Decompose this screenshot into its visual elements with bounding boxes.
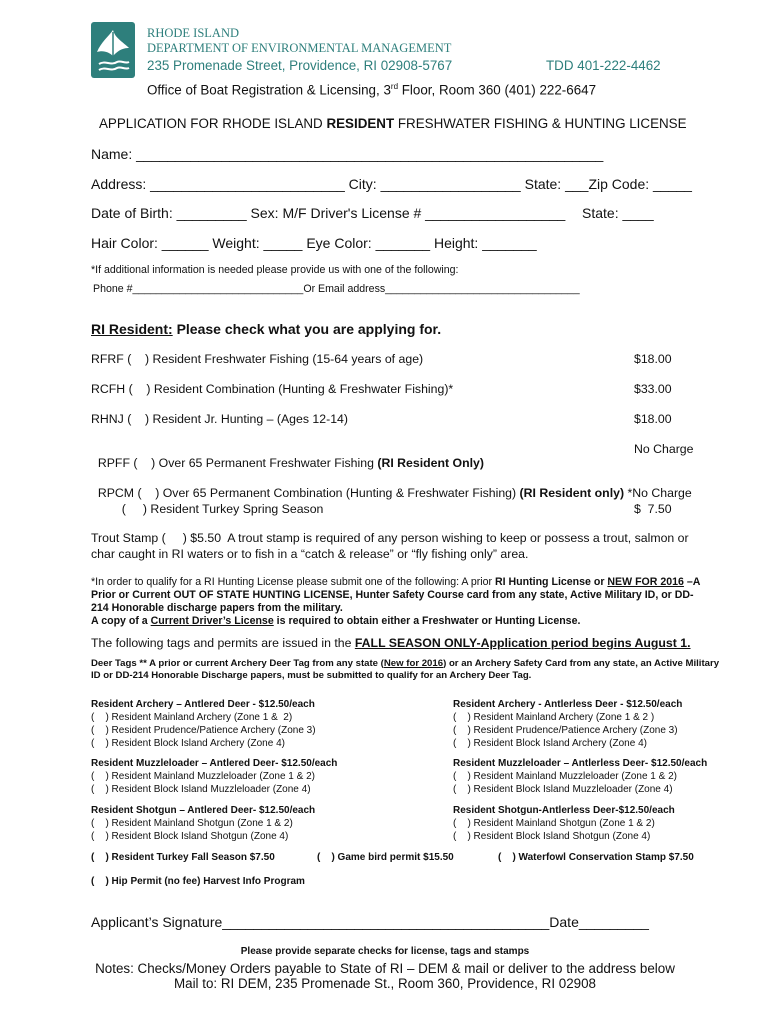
tag-option[interactable]: ( ) Resident Mainland Muzzleloader (Zone 1 & 2): [91, 771, 315, 782]
resident-heading: [91, 321, 441, 337]
title-post: FRESHWATER FISHING & HUNTING LICENSE: [394, 116, 687, 131]
agency-line1: RHODE ISLAND: [147, 26, 240, 40]
tag-option[interactable]: ( ) Resident Block Island Archery (Zone 4): [91, 738, 285, 749]
hunting-note-new: NEW FOR 2016: [607, 576, 684, 588]
price-turkey-spring: $ 7.50: [634, 502, 672, 516]
tags-right-muzzleloader: [453, 757, 707, 796]
game-bird-option[interactable]: ( ) Game bird permit $15.50: [317, 852, 454, 863]
tag-option[interactable]: ( ) Resident Mainland Archery (Zone 1 & 2): [91, 712, 293, 723]
tag-option[interactable]: ( ) Resident Block Island Shotgun (Zone 4): [91, 831, 289, 842]
hip-permit-option[interactable]: ( ) Hip Permit (no fee) Harvest Info Program: [91, 876, 305, 887]
tag-option[interactable]: ( ) Resident Block Island Muzzleloader (Zone 4): [91, 784, 311, 795]
tags-left-archery: [91, 698, 316, 750]
price-rcfh: $33.00: [634, 382, 672, 396]
ri-dem-logo: [91, 22, 135, 78]
turkey-fall-option[interactable]: ( ) Resident Turkey Fall Season $7.50: [91, 852, 275, 863]
tag-title: Resident Muzzleloader – Antlerless Deer- $12.50/each: [453, 758, 708, 769]
item-rpcm-post: *No Charge: [624, 486, 692, 500]
item-rhnj[interactable]: RHNJ ( ) Resident Jr. Hunting – (Ages 12-14): [91, 412, 348, 426]
signature-field[interactable]: Applicant’s Signature__________________________________________Date_________: [91, 914, 649, 930]
item-rfrf[interactable]: RFRF ( ) Resident Freshwater Fishing (15-64 years of age): [91, 352, 424, 366]
deer-tags-pre: Deer Tags ** A prior or current Archery Deer Tag from any state (: [91, 658, 384, 669]
price-rfrf: $18.00: [634, 352, 672, 366]
waterfowl-option[interactable]: ( ) Waterfowl Conservation Stamp $7.50: [498, 852, 694, 863]
deer-tags-new: New for 2016: [383, 658, 444, 669]
tags-left-shotgun: [91, 804, 315, 843]
license-note-u: Current Driver’s License: [150, 615, 274, 627]
tag-option[interactable]: ( ) Resident Mainland Muzzleloader (Zone 1 & 2): [453, 771, 677, 782]
mailing-address: Mail to: RI DEM, 235 Promenade St., Room 360, Providence, RI 02908: [173, 976, 596, 991]
price-rhnj: $18.00: [634, 412, 672, 426]
title-bold: RESIDENT: [326, 116, 395, 131]
tag-option[interactable]: ( ) Resident Mainland Shotgun (Zone 1 & 2): [91, 818, 293, 829]
office-line-post: Floor, Room 360 (401) 222-6647: [398, 82, 597, 98]
trout-line1[interactable]: Trout Stamp ( ) $5.50 A trout stamp is required of any person wishing to keep or possess a trout, salmon or: [91, 531, 689, 545]
tags-right-archery: [453, 698, 682, 750]
item-rcfh[interactable]: RCFH ( ) Resident Combination (Hunting & Freshwater Fishing)*: [91, 382, 454, 396]
info-note: *If additional information is needed please provide us with one of the following:: [91, 264, 459, 276]
tag-option[interactable]: ( ) Resident Prudence/Patience Archery (Zone 3): [91, 725, 316, 736]
deer-tags-note: [91, 658, 721, 682]
item-rpff-bold: (RI Resident Only): [377, 456, 484, 470]
tag-title: Resident Shotgun-Antlerless Deer-$12.50/each: [453, 805, 675, 816]
tdd-number: TDD 401-222-4462: [546, 58, 661, 73]
item-rpff[interactable]: [91, 442, 484, 470]
tag-option[interactable]: ( ) Resident Block Island Archery (Zone 4): [453, 738, 647, 749]
dob-state-field[interactable]: State: ____: [582, 205, 654, 221]
tag-option[interactable]: ( ) Resident Block Island Shotgun (Zone 4): [453, 831, 651, 842]
dob-field[interactable]: Date of Birth: _________ Sex: M/F Driver's License # __________________: [91, 205, 566, 221]
page-title: [99, 116, 687, 131]
fall-heading: [91, 636, 691, 650]
payment-notes: Notes: Checks/Money Orders payable to State of RI – DEM & mail or deliver to the address below: [95, 961, 675, 976]
agency-address: 235 Promenade Street, Providence, RI 02908-5767: [147, 58, 453, 73]
item-rpcm-label: RPCM ( ) Over 65 Permanent Combination (Hunting & Freshwater Fishing): [97, 486, 520, 500]
contact-field[interactable]: Phone #_____________________________Or Email address_________________________________: [93, 283, 580, 295]
item-turkey-spring[interactable]: ( ) Resident Turkey Spring Season: [91, 502, 324, 516]
separate-checks-note: Please provide separate checks for license, tags and stamps: [240, 946, 530, 957]
hunting-note-bold-rest: –A Prior or Current OUT OF STATE HUNTING LICENSE, Hunter Safety Course card from any state, Active Military ID, or DD-214 Honorable discharge papers from the military.: [91, 576, 701, 614]
item-rpff-label: RPFF ( ) Over 65 Permanent Freshwater Fishing: [97, 456, 378, 470]
hunting-note-pre: *In order to qualify for a RI Hunting License please submit one of the following: A prior: [91, 576, 495, 588]
trout-line2: char caught in RI waters or to fish in a “catch & release” or “fly fishing only” area.: [91, 547, 529, 561]
hunting-note: [91, 576, 711, 628]
license-note: [91, 615, 580, 627]
tags-left-muzzleloader: [91, 757, 337, 796]
deer-tags-post: ) or an Archery Safety Card from any state, an Active Military ID or DD-214 Honorable Discharge papers, must be submitted to qualify for an Archery Deer Tag.: [91, 658, 720, 681]
tag-option[interactable]: ( ) Resident Mainland Shotgun (Zone 1 & 2): [453, 818, 655, 829]
resident-heading-rest: Please check what you are applying for.: [172, 321, 442, 337]
title-pre: APPLICATION FOR RHODE ISLAND: [99, 116, 327, 131]
tag-option[interactable]: ( ) Resident Mainland Archery (Zone 1 & 2 ): [453, 712, 655, 723]
tag-option[interactable]: ( ) Resident Block Island Muzzleloader (Zone 4): [453, 784, 673, 795]
address-field[interactable]: Address: _________________________ City: __________________ State: ___Zip Code: _____: [91, 176, 692, 192]
office-line-pre: Office of Boat Registration & Licensing, 3: [147, 82, 391, 98]
ri-dem-logo-icon: [91, 22, 135, 78]
item-rpcm-bold: (RI Resident only): [519, 486, 625, 500]
resident-heading-label: RI Resident:: [91, 321, 173, 337]
tag-title: Resident Muzzleloader – Antlered Deer- $12.50/each: [91, 758, 338, 769]
tag-title: Resident Archery – Antlered Deer - $12.50/each: [91, 699, 315, 710]
fall-heading-pre: The following tags and permits are issued in the: [91, 636, 355, 650]
tag-title: Resident Archery - Antlerless Deer - $12.50/each: [453, 699, 683, 710]
office-line-sup: rd: [390, 82, 399, 91]
agency-line2: DEPARTMENT OF ENVIRONMENTAL MANAGEMENT: [147, 41, 452, 55]
tag-title: Resident Shotgun – Antlered Deer- $12.50/each: [91, 805, 316, 816]
tag-option[interactable]: ( ) Resident Prudence/Patience Archery (Zone 3): [453, 725, 678, 736]
hunting-note-bold: RI Hunting License or: [494, 576, 608, 588]
license-note-post: is required to obtain either a Freshwater or Hunting License.: [273, 615, 581, 627]
name-field[interactable]: Name: ____________________________________________________________: [91, 146, 604, 162]
license-note-pre: A copy of a: [91, 615, 151, 627]
price-rpff: No Charge: [634, 442, 694, 456]
fall-heading-bold: FALL SEASON ONLY-Application period begins August 1.: [354, 636, 691, 650]
office-line: [147, 82, 596, 97]
tags-right-shotgun: [453, 804, 675, 843]
item-rpcm[interactable]: [91, 472, 692, 500]
hair-field[interactable]: Hair Color: ______ Weight: _____ Eye Color: _______ Height: _______: [91, 235, 537, 251]
